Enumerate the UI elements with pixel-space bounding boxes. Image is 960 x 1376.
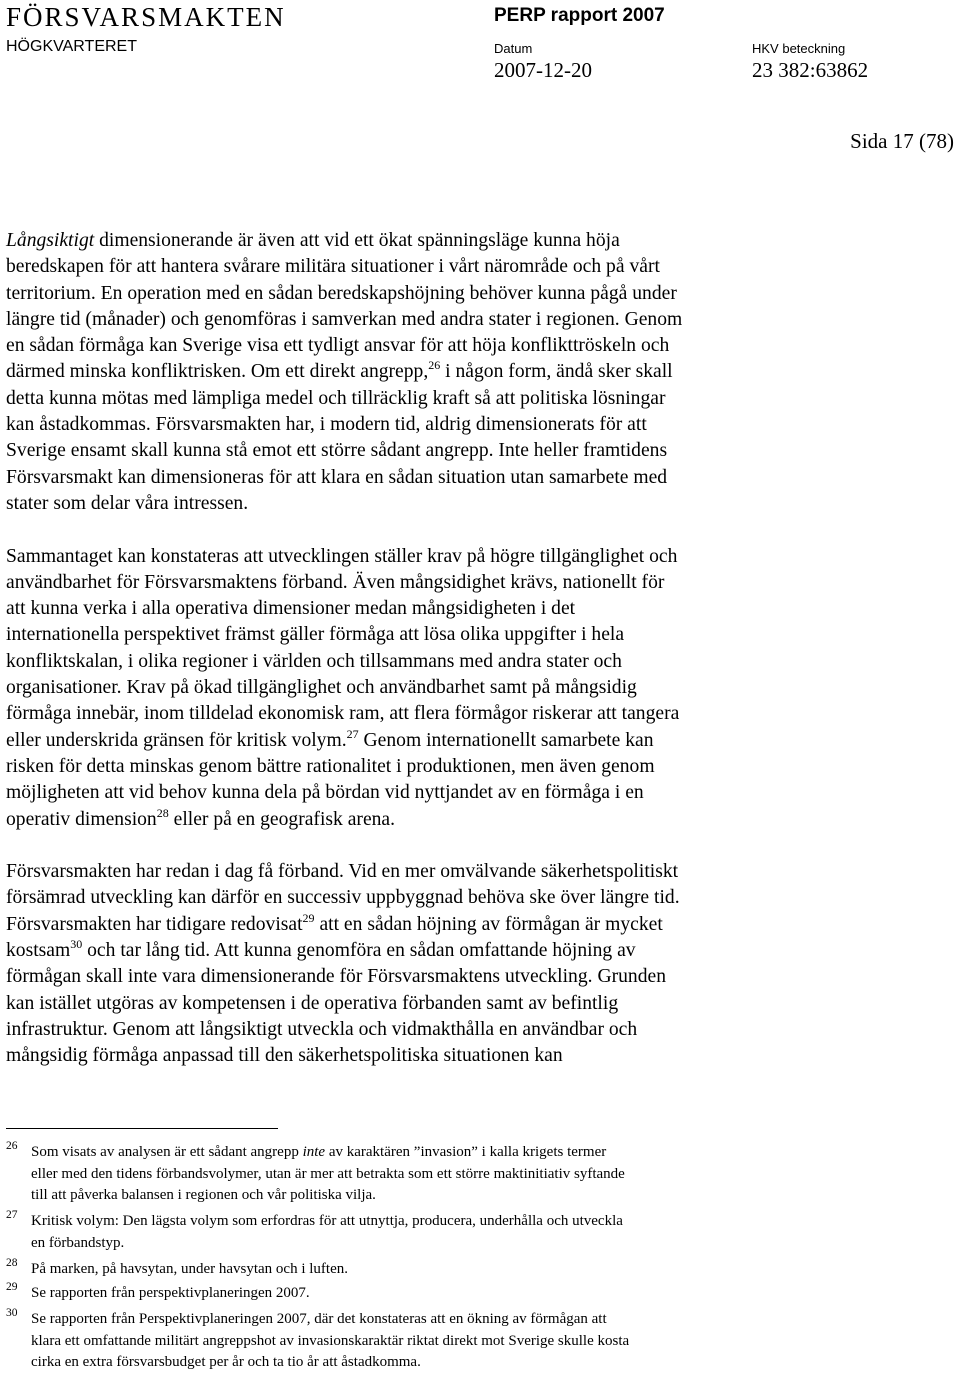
text-line — [6, 412, 956, 438]
text-line — [6, 859, 956, 885]
text-line — [6, 570, 956, 596]
paragraph — [6, 859, 956, 1069]
paragraph — [6, 544, 956, 833]
text-segment: därmed minska konfliktrisken. Om ett direkt angrepp, — [6, 361, 429, 383]
text-line — [6, 675, 956, 701]
text-segment: till att påverka balansen i regionen och vår politiska vilja. — [31, 1187, 376, 1203]
text-segment: och tar lång tid. Att kunna genomföra en sådan omfattande höjning av — [82, 940, 636, 962]
text-line — [6, 386, 956, 412]
text-segment: förmåga innebär, inom tilldelad ekonomisk ram, att flera förmågor riskerar att tangera — [6, 703, 680, 725]
text-segment: i någon form, ändå sker skall — [440, 361, 673, 383]
text-segment: beredskapen för att hantera svårare militära situationer i vårt närområde och på vårt — [6, 256, 660, 278]
text-segment: Försvarsmakt kan dimensioneras för att klara en sådan situation utan samarbete med — [6, 466, 668, 488]
text-line — [6, 438, 956, 464]
text-segment: möjligheten att vid behov kunna dela på bördan vid nyttjandet av en förmåga i en — [6, 782, 644, 804]
text-segment: en förbandstyp. — [31, 1234, 125, 1251]
unit-name: HÖGKVARTERET — [6, 38, 137, 55]
text-segment: detta kunna mötas med lämpliga medel och tillräcklig kraft så att politiska lösningar — [6, 387, 666, 409]
text-line — [6, 228, 956, 254]
text-segment: kan åstadkommas. Försvarsmakten har, i modern tid, aldrig dimensionerats för att — [6, 414, 647, 436]
text-segment: eller på en geografisk arena. — [168, 808, 396, 830]
reference-value: 23 382:63862 — [752, 58, 869, 82]
footnote-number: 27 — [6, 1209, 18, 1221]
text-segment: Försvarsmakten har tidigare redovisat — [6, 913, 303, 935]
text-line — [6, 728, 956, 754]
reference-label: HKV beteckning — [752, 41, 846, 56]
document-type: PERP rapport 2007 — [494, 5, 665, 26]
text-line — [31, 1283, 310, 1305]
footnote-text — [31, 1309, 629, 1374]
text-line — [31, 1331, 629, 1353]
text-segment: stater som delar våra intressen. — [6, 492, 249, 514]
footnote-separator — [6, 1128, 278, 1129]
text-line — [6, 964, 956, 990]
text-segment: Försvarsmakten har redan i dag få förband. Vid en mer omvälvande säkerhetspolitiskt — [6, 861, 679, 883]
text-line — [6, 491, 956, 517]
text-line — [6, 254, 956, 280]
text-segment: infrastruktur. Genom att långsiktigt utveckla och vidmakthålla en användbar och — [6, 1018, 638, 1040]
text-line — [6, 465, 956, 491]
text-line — [6, 807, 956, 833]
footnote-number: 30 — [6, 1307, 18, 1319]
text-segment: operativ dimension — [6, 808, 157, 830]
text-line — [6, 754, 956, 780]
text-segment: att kunna verka i alla operativa dimensioner medan mångsidigheten i det — [6, 598, 576, 620]
text-segment: Se rapporten från perspektivplaneringen 2007. — [31, 1285, 310, 1301]
text-segment: förmågan skall inte vara dimensionerande för Försvarsmaktens utveckling. Grunden — [6, 966, 667, 988]
italic-text: inte — [302, 1144, 326, 1160]
page-number: Sida 17 (78) — [850, 129, 954, 153]
text-segment: eller underskrida gränsen för kritisk volym. — [6, 729, 347, 751]
text-line — [6, 544, 956, 570]
footnote-text — [31, 1142, 625, 1207]
text-line — [6, 938, 956, 964]
footnote-reference: 26 — [428, 358, 441, 373]
text-segment: Sverige ensamt skall kunna stå emot ett större sådant angrepp. Inte heller framtidens — [6, 440, 668, 462]
text-line — [6, 701, 956, 727]
body-text — [6, 228, 956, 1070]
date-value: 2007-12-20 — [494, 58, 592, 82]
text-segment: territorium. En operation med en sådan beredskapshöjning behöver kunna pågå under — [6, 282, 677, 304]
text-line — [31, 1309, 629, 1331]
footnote-reference: 30 — [70, 937, 83, 952]
text-segment: cirka en extra försvarsbudget per år och ta tio år att åstadkomma. — [31, 1354, 421, 1370]
text-line — [31, 1352, 629, 1374]
text-line — [6, 912, 956, 938]
footnote-number: 28 — [6, 1257, 18, 1269]
text-line — [31, 1185, 625, 1207]
text-line — [6, 622, 956, 648]
text-line — [31, 1211, 623, 1233]
text-segment: Genom internationellt samarbete kan — [358, 729, 654, 751]
text-segment: organisationer. Krav på ökad tillgänglighet och användbarhet samt på mångsidig — [6, 677, 637, 699]
text-line — [6, 1017, 956, 1043]
text-line — [6, 596, 956, 622]
text-segment: försämrad utveckling kan därför en successiv uppbyggnad behöva ske över längre tid. — [6, 887, 680, 909]
text-line — [6, 359, 956, 385]
text-segment: risken för detta minskas genom bättre rationalitet i produktionen, men även genom — [6, 755, 655, 777]
footnote-text — [31, 1259, 348, 1281]
text-segment: internationella perspektivet främst gäller förmåga att lösa olika uppgifter i hela — [6, 624, 625, 646]
text-segment: kostsam — [6, 940, 71, 962]
italic-text: Långsiktigt — [6, 230, 95, 251]
text-segment: klara ett omfattande militärt angreppshot av invasionskaraktär riktat direkt mot Sverige skulle kosta — [31, 1332, 630, 1349]
text-line — [31, 1259, 348, 1281]
paragraph — [6, 228, 956, 517]
text-segment: längre tid (månader) och genomföras i samverkan med andra stater i regionen. Genom — [6, 308, 683, 330]
footnote-reference: 28 — [156, 805, 169, 820]
text-segment: av karaktären ”invasion” i kalla krigets termer — [325, 1144, 607, 1160]
organization-name: FÖRSVARSMAKTEN — [6, 2, 286, 32]
footnote-number: 26 — [6, 1140, 18, 1152]
text-segment: eller med den tidens förbandsvolymer, utan är mer att betrakta som ett större maktinitiativ syftande — [31, 1165, 625, 1182]
text-segment: en sådan förmåga kan Sverige visa ett tydligt ansvar för att höja konflikttröskeln och — [6, 335, 670, 357]
text-line — [31, 1233, 623, 1255]
footnote-text — [31, 1211, 623, 1254]
text-segment: användbarhet för Försvarsmaktens förband. Även mångsidighet krävs, nationellt för — [6, 571, 665, 593]
text-line — [6, 307, 956, 333]
footnote-reference: 29 — [302, 910, 315, 925]
text-segment: kan istället utgöras av kompetensen i de operativa förbanden samt av befintlig — [6, 992, 619, 1014]
text-segment: Se rapporten från Perspektivplaneringen 2007, där det konstateras att en ökning av förmågan att — [31, 1311, 607, 1327]
text-line — [6, 991, 956, 1017]
text-segment: dimensionerande är även att vid ett ökat spänningsläge kunna höja — [94, 230, 620, 251]
text-line — [6, 1043, 956, 1069]
footnote-text — [31, 1283, 310, 1305]
text-line — [6, 780, 956, 806]
text-line — [6, 649, 956, 675]
text-segment: Som visats av analysen är ett sådant angrepp — [31, 1144, 303, 1160]
date-label: Datum — [494, 41, 533, 56]
text-line — [31, 1142, 625, 1164]
text-line — [6, 885, 956, 911]
text-segment: att en sådan höjning av förmågan är mycket — [314, 913, 663, 935]
text-segment: konfliktskalan, i olika regioner i världen och tillsammans med andra stater och — [6, 650, 622, 672]
text-segment: mångsidig förmåga anpassad till den säkerhetspolitiska situationen kan — [6, 1045, 563, 1067]
text-segment: Sammantaget kan konstateras att utvecklingen ställer krav på högre tillgänglighet och — [6, 545, 678, 567]
text-line — [6, 281, 956, 307]
footnote-reference: 27 — [346, 726, 359, 741]
text-line — [31, 1164, 625, 1186]
text-segment: På marken, på havsytan, under havsytan och i luften. — [31, 1261, 348, 1277]
text-segment: Kritisk volym: Den lägsta volym som erfordras för att utnyttja, producera, underhålla och utveckla — [31, 1213, 623, 1229]
footnote-number: 29 — [6, 1281, 18, 1293]
text-line — [6, 333, 956, 359]
